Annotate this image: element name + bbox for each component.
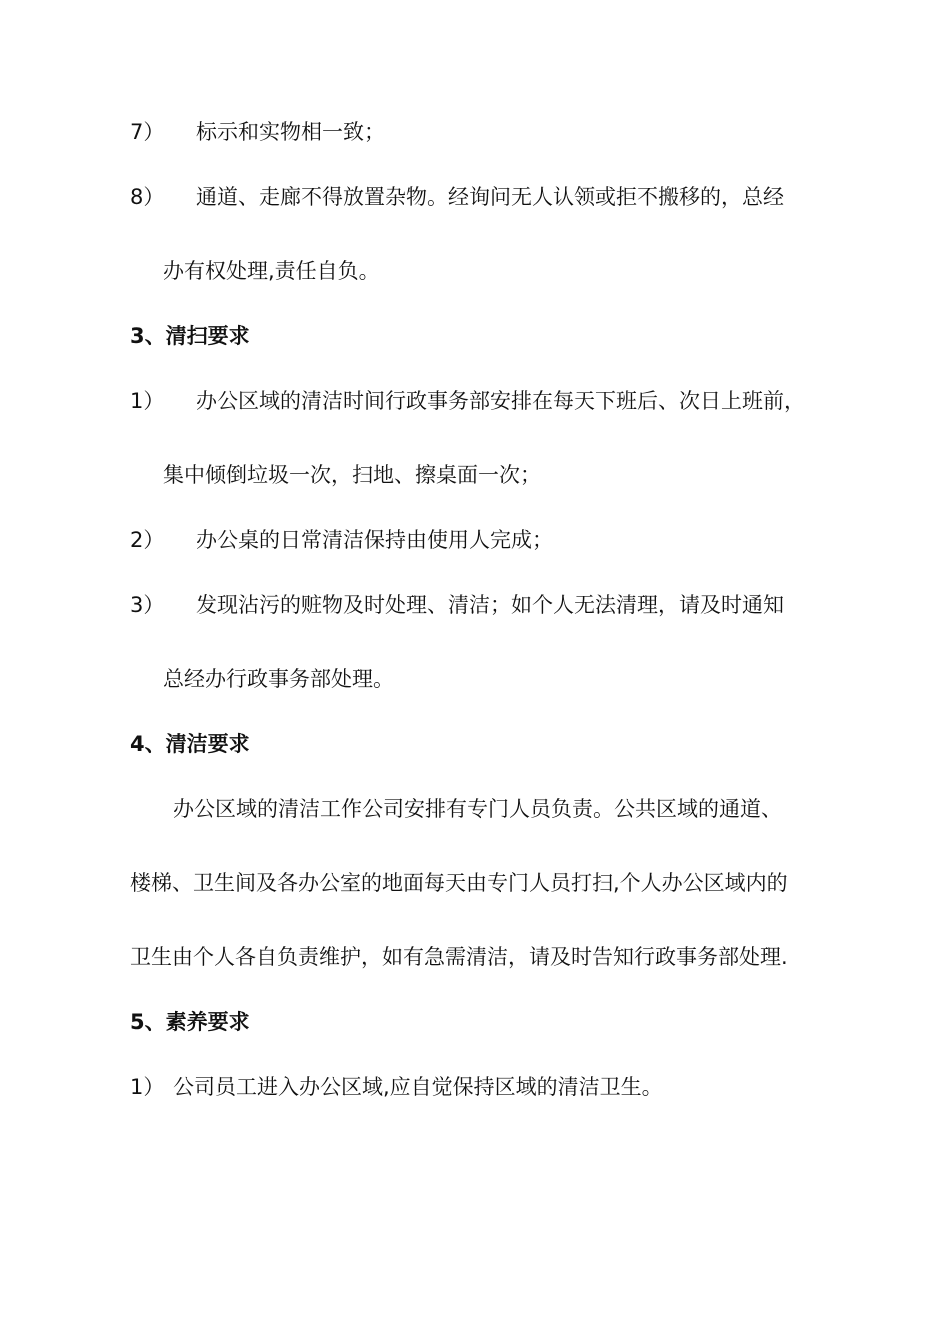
- paragraph-line: 楼梯、卫生间及各办公室的地面每天由专门人员打扫,个人办公区域内的: [130, 871, 788, 895]
- list-item-text: 办公区域的清洁时间行政事务部安排在每天下班后、次日上班前，: [196, 389, 805, 413]
- section-heading: 5、素养要求: [130, 1010, 250, 1034]
- list-item-text: 公司员工进入办公区域,应自觉保持区域的清洁卫生。: [173, 1075, 663, 1099]
- list-item-number: 3）: [130, 593, 165, 617]
- list-item-number: 1）: [130, 1075, 165, 1099]
- list-item-number: 2）: [130, 528, 165, 552]
- list-item-text: 发现沾污的赃物及时处理、清洁；如个人无法清理，请及时通知: [196, 593, 784, 617]
- list-item-text-continued: 办有权处理,责任自负。: [163, 259, 380, 283]
- list-item-number: 7）: [130, 120, 165, 144]
- list-item-text-continued: 集中倾倒垃圾一次，扫地、擦桌面一次；: [163, 463, 541, 487]
- list-item-number: 8）: [130, 185, 165, 209]
- section-heading: 3、清扫要求: [130, 324, 250, 348]
- paragraph-line: 卫生由个人各自负责维护，如有急需清洁，请及时告知行政事务部处理.: [130, 945, 788, 969]
- list-item-text: 办公桌的日常清洁保持由使用人完成；: [196, 528, 553, 552]
- list-item-text-continued: 总经办行政事务部处理。: [163, 667, 394, 691]
- paragraph-line: 办公区域的清洁工作公司安排有专门人员负责。公共区域的通道、: [173, 797, 782, 821]
- list-item-number: 1）: [130, 389, 165, 413]
- list-item-text: 通道、走廊不得放置杂物。经询问无人认领或拒不搬移的，总经: [196, 185, 784, 209]
- section-heading: 4、清洁要求: [130, 732, 250, 756]
- list-item-text: 标示和实物相一致；: [196, 120, 385, 144]
